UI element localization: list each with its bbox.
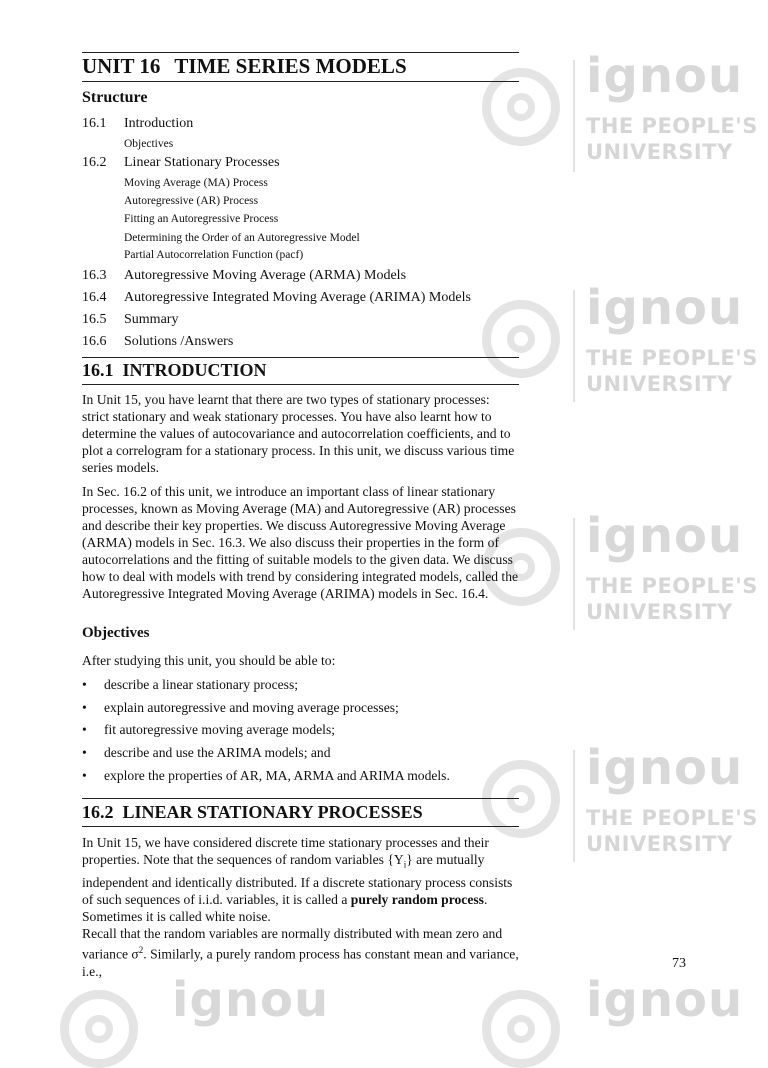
section-rule [82,826,519,827]
toc-label: Autoregressive Moving Average (ARMA) Models [124,268,407,283]
toc-number: 16.3 [82,268,107,283]
watermark-line1: THE PEOPLE'S [586,346,758,370]
term-purely-random-process: purely random process [350,891,484,907]
lsp-paragraph-1: In Unit 15, we have considered discrete time stationary processes and their properties. Note that the sequences of random variables $\{Y_i\}$ are mutually independent and identically distributed. If a discrete stationary process consists of such sequences of i.i.d. variables, it is called a purely random process. Sometimes it is called white noise. [82,835,513,924]
unit-number: UNIT 16 [82,54,161,78]
toc-subentry: Autoregressive (AR) Process [124,195,259,207]
watermark-line1: THE PEOPLE'S [586,114,758,138]
toc-subentry: Moving Average (MA) Process [124,177,268,189]
intro-paragraph-2: In Sec. 16.2 of this unit, we introduce an important class of linear stationary processes, known as Moving Average (MA) and Autoregressive (AR) processes and describe their key properties. We discuss Autoregressive Moving Average (ARMA) models in Sec. 16.3. We also discuss their properties in the form of autocorrelations and the fitting of suitable models to the given data. We discuss how to deal with models with trend by considering integrated models, called the Autoregressive Integrated Moving Average (ARIMA) models in Sec. 16.4. [82,484,519,601]
unit-title [82,54,421,79]
intro-heading: 16.1 INTRODUCTION [82,360,267,380]
watermark-line1: THE PEOPLE'S [586,574,758,598]
watermark-brand: ignou [586,280,744,336]
toc-subentry: Determining the Order of an Autoregressive Model [124,232,360,244]
toc-number: 16.6 [82,334,107,349]
section-rule [82,798,519,799]
objective-item: • describe and use the ARIMA models; and [82,745,331,760]
bullet-icon: • [82,677,87,692]
watermark-divider [573,750,575,862]
toc-label: Introduction [124,116,194,131]
watermark-line2: UNIVERSITY [586,600,733,624]
watermark-brand: ignou [586,508,744,564]
ignou-logo-icon [482,990,560,1068]
objective-item: • fit autoregressive moving average models; [82,722,336,737]
toc-label: Solutions /Answers [124,334,234,349]
objectives-heading: Objectives [82,625,150,641]
watermark-line2: UNIVERSITY [586,140,733,164]
objective-item: • explain autoregressive and moving average processes; [82,700,399,715]
top-rule [82,52,519,53]
structure-heading: Structure [82,89,148,106]
title-rule [82,81,519,82]
toc-label: Summary [124,312,179,327]
toc-label: Linear Stationary Processes [124,155,280,170]
watermark-brand: ignou [172,972,330,1028]
toc-number: 16.4 [82,290,107,305]
section-rule [82,384,519,385]
section-rule [82,357,519,358]
watermark-line2: UNIVERSITY [586,372,733,396]
toc-number: 16.2 [82,155,107,170]
page-number: 73 [672,956,686,971]
ignou-logo-icon [60,990,138,1068]
objective-item: • explore the properties of AR, MA, ARMA and ARIMA models. [82,768,450,783]
toc-number: 16.1 [82,116,107,131]
intro-paragraph-1: In Unit 15, you have learnt that there are two types of stationary processes: strict stationary and weak stationary processes. You have also learnt how to determine the values of autocovariance and autocorrelation coefficients, and to plot a correlogram for a stationary process. In this unit, we discuss various time series models. [82,392,515,475]
watermark-brand: ignou [586,740,744,796]
bullet-icon: • [82,745,87,760]
watermark-line1: THE PEOPLE'S [586,806,758,830]
objectives-lead: After studying this unit, you should be able to: [82,653,336,668]
objective-item: • describe a linear stationary process; [82,677,299,692]
bullet-icon: • [82,722,87,737]
watermark-divider [573,290,575,402]
toc-subentry: Partial Autocorrelation Function (pacf) [124,249,304,261]
watermark-divider [573,518,575,630]
bullet-icon: • [82,700,87,715]
lsp-heading: 16.2 LINEAR STATIONARY PROCESSES [82,802,423,822]
watermark-brand: ignou [586,972,744,1028]
bullet-icon: • [82,768,87,783]
lsp-paragraph-2: Recall that the random variables are normally distributed with mean zero and variance $\sigma^2$. Similarly, a purely random process has constant mean and variance, i.e., [82,926,519,979]
toc-subentry: Objectives [124,138,174,150]
watermark-line2: UNIVERSITY [586,832,733,856]
toc-number: 16.5 [82,312,107,327]
unit-name: TIME SERIES MODELS [174,54,407,78]
ignou-logo-icon [482,68,560,146]
watermark-divider [573,60,575,172]
watermark-brand: ignou [586,48,744,104]
ignou-logo-icon [482,300,560,378]
toc-label: Autoregressive Integrated Moving Average (ARIMA) Models [124,290,471,305]
toc-subentry: Fitting an Autoregressive Process [124,213,279,225]
